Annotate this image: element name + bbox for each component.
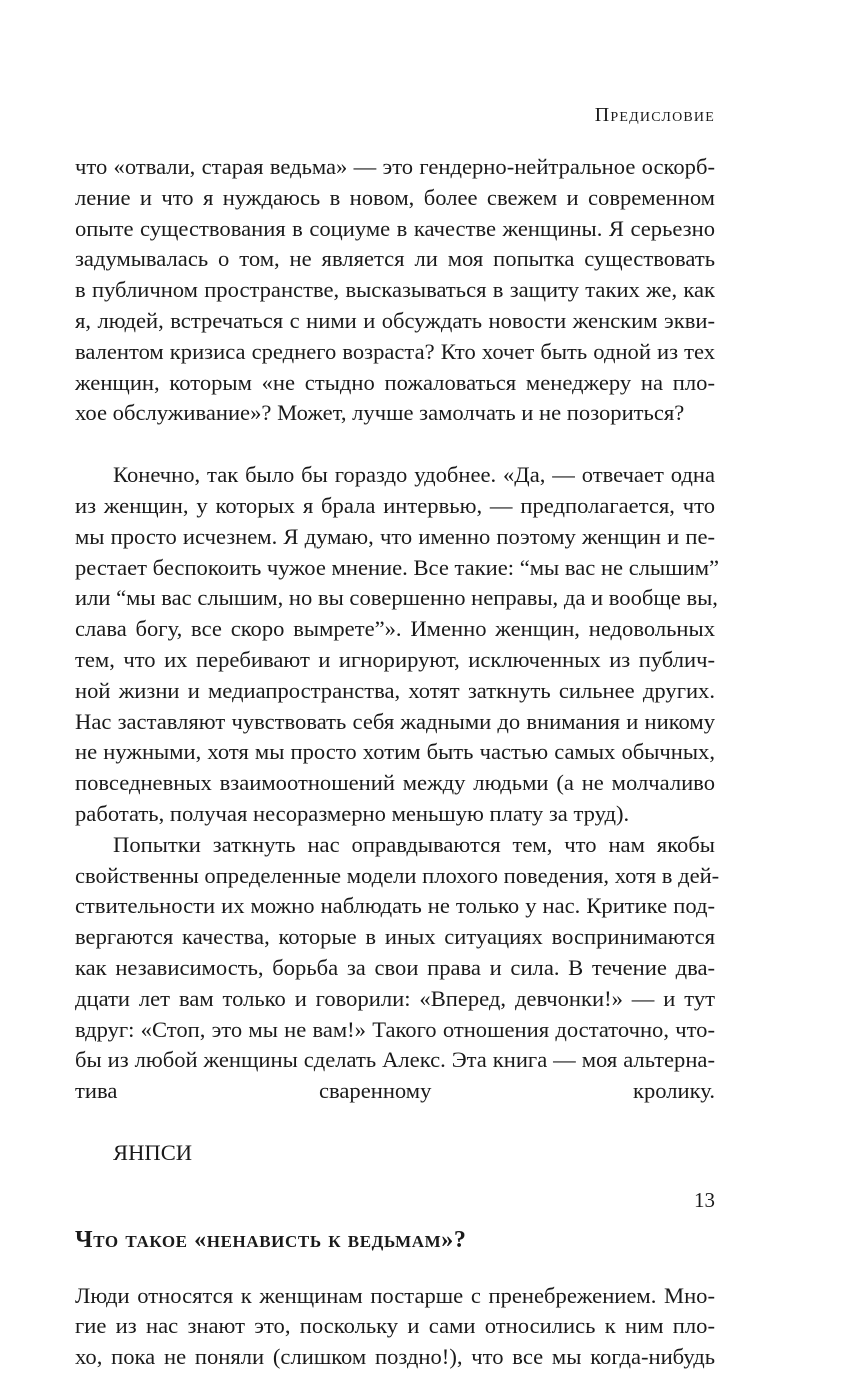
- text-line: повседневных взаимоотношений между людьми (а не молчаливо: [75, 770, 715, 796]
- paragraph-4: [75, 1281, 715, 1373]
- text-line: или “мы вас слышим, но вы совершенно неправы, да и вообще вы,: [75, 585, 718, 611]
- text-line: Конечно, так было бы гораздо удобнее. «Да, — отвечает одна: [113, 462, 715, 488]
- text-line: валентом кризиса среднего возраста? Кто хочет быть одной из тех: [75, 338, 715, 364]
- text-line: ствительности их можно наблюдать не только у нас. Критике под-: [75, 893, 715, 919]
- text-line: дцати лет вам только и говорили: «Вперед, девчонки!» — и тут: [75, 985, 715, 1011]
- paragraph-1: [75, 152, 715, 429]
- text-line: мы просто исчезнем. Я думаю, что именно поэтому женщин и пе-: [75, 523, 715, 549]
- text-line: как независимость, борьба за свои права и сила. В течение два-: [75, 954, 715, 980]
- text-line: вергаются качества, которые в иных ситуациях воспринимаются: [75, 924, 715, 950]
- text-line: что «отвали, старая ведьма» — это гендерно-нейтральное оскорб-: [75, 154, 715, 179]
- text-line: не нужными, хотя мы просто хотим быть частью самых обычных,: [75, 739, 715, 765]
- text-line: Люди относятся к женщинам постарше с пренебрежением. Мно-: [75, 1282, 715, 1308]
- text-line: я, людей, встречаться с ними и обсуждать новости женским экви-: [75, 307, 715, 333]
- text-line: [75, 1107, 715, 1138]
- text-line: ной жизни и медиапространства, хотят заткнуть сильнее других.: [75, 677, 715, 703]
- text-line: хо, пока не поняли (слишком поздно!), что все мы когда-нибудь: [75, 1344, 715, 1370]
- section-heading: Что такое «ненависть к ведьмам»?: [75, 1226, 467, 1253]
- text-line: женщин, которым «не стыдно пожаловаться менеджеру на пло-: [75, 369, 715, 395]
- text-line: работать, получая несоразмерно меньшую плату за труд).: [75, 800, 630, 826]
- running-header: Предисловие: [594, 104, 715, 126]
- paragraph-gap: [75, 429, 715, 460]
- text-line: слава богу, все скоро вымрете”». Именно женщин, недовольных: [75, 616, 715, 642]
- text-line: ление и что я нуждаюсь в новом, более свежем и современном: [75, 184, 715, 210]
- text-line: тем, что их перебивают и игнорируют, исключенных из публич-: [75, 646, 715, 672]
- text-line: тива сваренному кролику.: [75, 1078, 715, 1104]
- text-line: Нас заставляют чувствовать себя жадными до внимания и никому: [75, 708, 715, 734]
- text-line: задумывалась о том, не является ли моя попытка существовать: [75, 246, 715, 272]
- text-line: вдруг: «Стоп, это мы не вам!» Такого отношения достаточно, что-: [75, 1016, 715, 1042]
- text-line: свойственны определенные модели плохого поведения, хотя в дей-: [75, 862, 720, 888]
- text-line: Попытки заткнуть нас оправдываются тем, что нам якобы: [113, 831, 715, 857]
- page-number: 13: [694, 1188, 715, 1212]
- text-line: в публичном пространстве, высказываться в защиту таких же, как: [75, 277, 715, 303]
- text-line: опыте существования в социуме в качестве женщины. Я серьезно: [75, 215, 715, 241]
- text-line: гие из нас знают это, поскольку и сами относились к ним пло-: [75, 1313, 715, 1339]
- text-line: бы из любой женщины сделать Алекс. Эта книга — моя альтерна-: [75, 1047, 715, 1073]
- text-line: хое обслуживание»? Может, лучше замолчать и не позориться?: [75, 400, 685, 426]
- paragraph-2: [75, 460, 720, 830]
- signature: ЯНПСИ: [113, 1139, 193, 1165]
- paragraph-3: [75, 830, 720, 1138]
- body-text: [75, 152, 720, 1373]
- text-line: рестает беспокоить чужое мнение. Все такие: “мы вас не слышим”: [75, 554, 720, 580]
- text-line: из женщин, у которых я брала интервью, — предполагается, что: [75, 492, 715, 518]
